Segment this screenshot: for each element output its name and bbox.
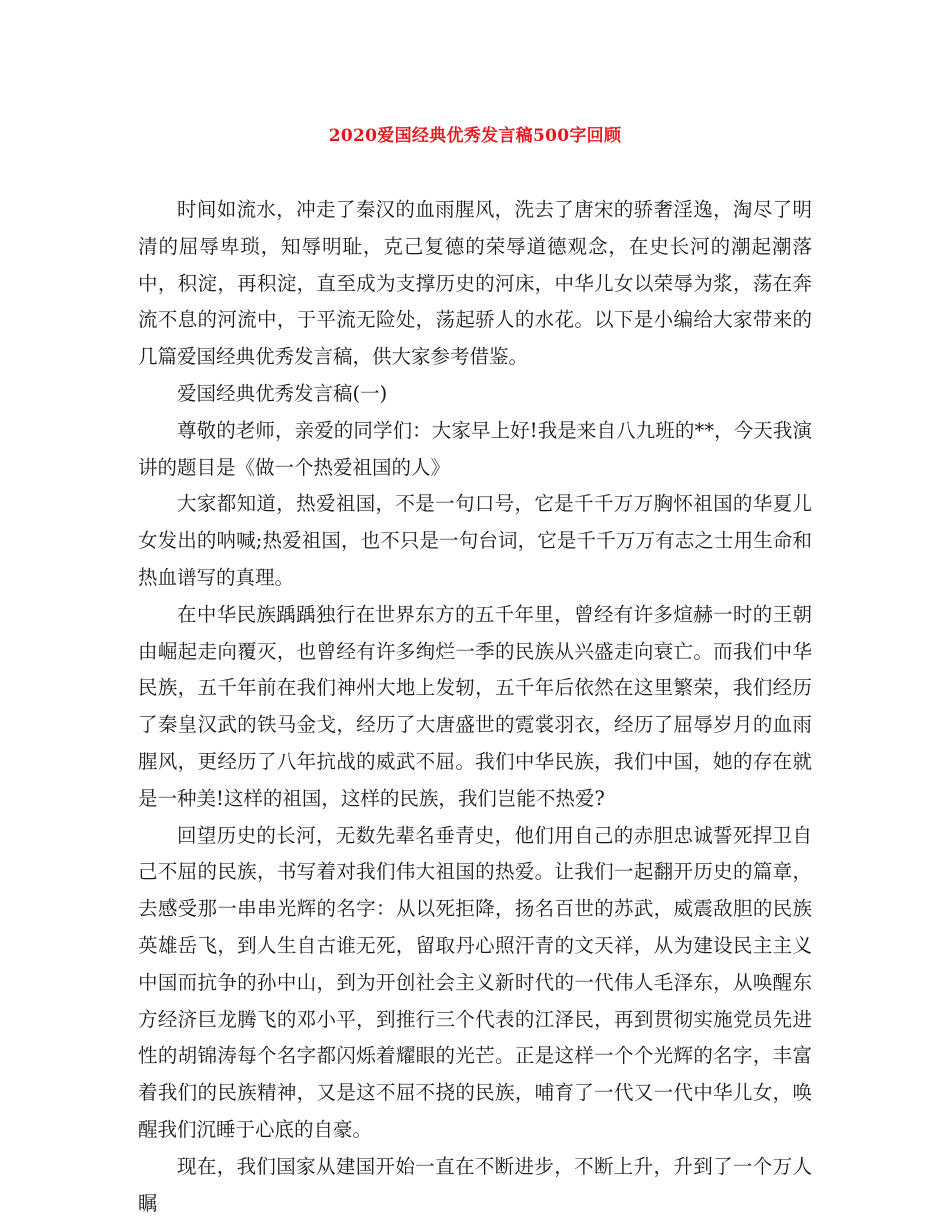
paragraph: 时间如流水，冲走了秦汉的血雨腥风，洗去了唐宋的骄奢淫逸，淘尽了明清的屈辱卑琐，知辱明耻，克己复德的荣辱道德观念，在史长河的潮起潮落中，积淀，再积淀，直至成为支撑历史的河床，中华儿女以荣辱为浆，荡在奔流不息的河流中，于平流无险处，荡起骄人的水花。以下是小编给大家带来的几篇爱国经典优秀发言稿，供大家参考借鉴。 [138,198,812,369]
section-heading: 爱国经典优秀发言稿(一) [177,381,388,405]
paragraph: 现在，我们国家从建国开始一直在不断进步，不断上升，升到了一个万人瞩 [138,1154,812,1215]
paragraph: 在中华民族踽踽独行在世界东方的五千年里，曾经有许多煊赫一时的王朝由崛起走向覆灭，也曾经有许多绚烂一季的民族从兴盛走向衰亡。而我们中华民族，五千年前在我们神州大地上发轫，五千年后依然在这里繁荣，我们经历了秦皇汉武的铁马金戈，经历了大唐盛世的霓裳羽衣，经历了屈辱岁月的血雨腥风，更经历了八年抗战的威武不屈。我们中华民族，我们中国，她的存在就是一种美!这样的祖国，这样的民族，我们岂能不热爱? [138,602,812,810]
document-title: 2020爱国经典优秀发言稿500字回顾 [328,126,622,146]
document-body [138,192,812,1222]
paragraph: 尊敬的老师，亲爱的同学们：大家早上好!我是来自八九班的**，今天我演讲的题目是《做一个热爱祖国的人》 [138,418,812,479]
paragraph: 大家都知道，热爱祖国，不是一句口号，它是千千万万胸怀祖国的华夏儿女发出的呐喊;热爱祖国，也不只是一句台词，它是千千万万有志之士用生命和热血谱写的真理。 [138,492,812,589]
paragraph: 回望历史的长河，无数先辈名垂青史，他们用自己的赤胆忠诚誓死捍卫自己不屈的民族，书写着对我们伟大祖国的热爱。让我们一起翻开历史的篇章，去感受那一串串光辉的名字：从以死拒降，扬名百世的苏武，威震敌胆的民族英雄岳飞，到人生自古谁无死，留取丹心照汗青的文天祥，从为建设民主主义中国而抗争的孙中山，到为开创社会主义新时代的一代伟人毛泽东，从唤醒东方经济巨龙腾飞的邓小平，到推行三个代表的江泽民，再到贯彻实施党员先进性的胡锦涛每个名字都闪烁着耀眼的光芒。正是这样一个个光辉的名字，丰富着我们的民族精神，又是这不屈不挠的民族，哺育了一代又一代中华儿女，唤醒我们沉睡于心底的自豪。 [138,823,812,1141]
